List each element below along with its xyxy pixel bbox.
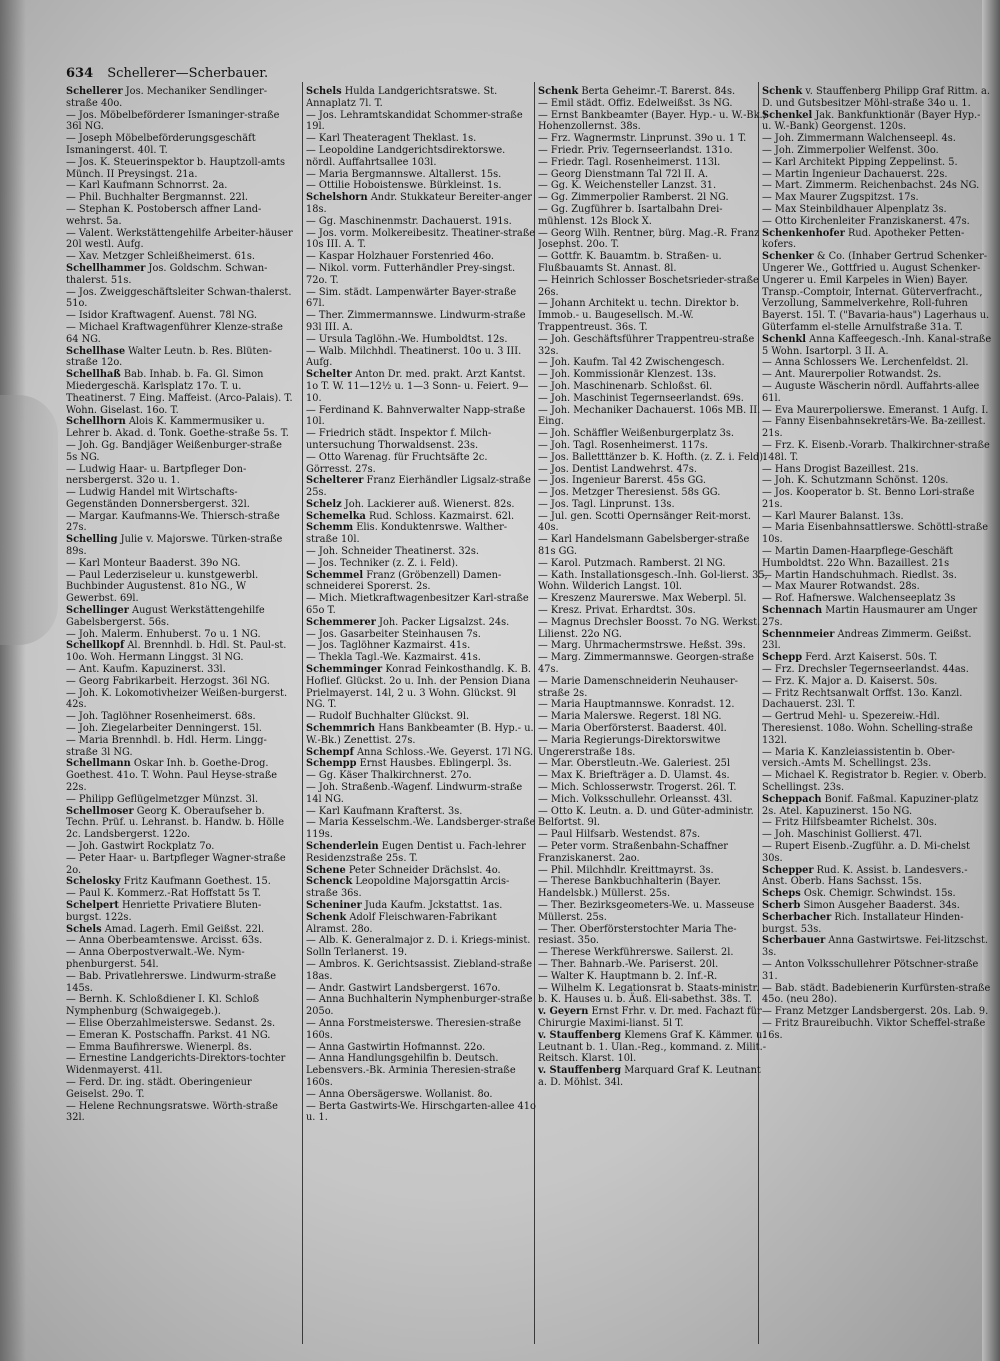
directory-entry: — Walb. Milchhdl. Theatinerst. 10o u. 3 III. Aufg.: [306, 345, 522, 369]
directory-entry: — Ant. Maurerpolier Rotwandst. 2s.: [762, 369, 942, 381]
directory-entry: — Karol. Putzmach. Ramberst. 2l NG.: [538, 557, 726, 569]
page-header: [66, 66, 268, 81]
directory-entry: — Johann Architekt u. techn. Direktor b. Immob.- u. Baugesellsch. M.-W. Trappentreust. 36s. T.: [538, 298, 740, 333]
directory-entry: Schellhaß Bab. Inhab. b. Fa. Gl. Simon Miedergeschä. Karlsplatz 17o. T. u. Theatinerst. 7 Eing. Maffeist. (Arco-Palais). T. Wohn. Giselast. 16o. T.: [66, 369, 293, 416]
directory-column-4: [762, 86, 992, 1348]
directory-entry: Scheps Osk. Chemigr. Schwindst. 15s.: [762, 888, 956, 900]
directory-entry: — Jos. Metzger Theresienst. 58s GG.: [538, 487, 721, 499]
running-title: Schellerer—Scherbauer.: [107, 66, 269, 81]
directory-entry: — Joh. Mechaniker Dachauerst. 106s MB. II. Eing.: [538, 404, 761, 428]
directory-entry: — Joh. Ziegelarbeiter Denningerst. 15l.: [66, 723, 262, 735]
directory-entry: — Ernestine Landgerichts-Direktors-tochter Widenmayerst. 41l.: [66, 1053, 286, 1077]
directory-entry: — Frz. Drechsler Tegernseerlandst. 44as.: [762, 664, 969, 676]
directory-entry: Schels Hulda Landgerichtsratswe. St. Annaplatz 7l. T.: [306, 86, 498, 109]
directory-entry: — Walter K. Hauptmann b. 2. Inf.-R.: [538, 970, 718, 982]
directory-entry: Schenck Leopoldine Majorsgattin Arcis-straße 36s.: [306, 876, 510, 900]
directory-entry: — Bab. Privatlehrerswe. Lindwurm-straße 145s.: [66, 970, 277, 994]
directory-entry: — Heinrich Schlosser Boschetsrieder-straße 26s.: [538, 274, 759, 298]
directory-entry: — Ther. Bezirksgeometers-We. u. Masseuse Müllerst. 25s.: [538, 899, 755, 923]
directory-entry: Schellmann Oskar Inh. b. Goethe-Drog. Goethest. 41o. T. Wohn. Paul Heyse-straße 22s.: [66, 758, 278, 794]
directory-entry: — Otto Warenag. für Fruchtsäfte 2c. Görresst. 27s.: [306, 451, 488, 475]
directory-entry: — Marg. Uhrmachermstrswe. Heßst. 39s.: [538, 640, 746, 652]
directory-entry: — Therese Werkführerswe. Sailerst. 2l.: [538, 947, 734, 959]
directory-entry: v. Geyern Ernst Frhr. v. Dr. med. Fachazt für Chirurgie Maximi-lianst. 5l T.: [538, 1006, 762, 1029]
directory-entry: — Jos. Balletttänzer b. K. Hofth. (z. Z. i. Feld).: [538, 451, 767, 463]
directory-entry: — Fritz Rechtsanwalt Orffst. 13o. Kanzl. Dachauerst. 23l. T.: [762, 687, 963, 711]
directory-entry: v. Stauffenberg Marquard Graf K. Leutnant a. D. Möhlst. 34l.: [538, 1065, 761, 1088]
directory-entry: — Ther. Bahnarb.-We. Pariserst. 20l.: [538, 958, 719, 970]
directory-entry: — Rudolf Buchhalter Glückst. 9l.: [306, 711, 470, 723]
directory-entry: — Michael Kraftwagenführer Klenze-straße 64 NG.: [66, 321, 283, 345]
directory-entry: Schemmerer Joh. Packer Ligsalzst. 24s.: [306, 616, 510, 628]
directory-entry: — Joseph Möbelbeförderungsgeschäft Ismaningerst. 40l. T.: [66, 133, 256, 156]
directory-entry: — Margar. Kaufmanns-We. Thiersch-straße 27s.: [66, 510, 280, 534]
directory-entry: — Thekla Tagl.-We. Kazmairst. 41s.: [306, 652, 481, 664]
directory-entry: — Andr. Gastwirt Landsbergerst. 167o.: [306, 982, 501, 994]
directory-entry: Scherbacher Rich. Installateur Hinden-burgst. 53s.: [762, 911, 964, 935]
directory-entry: — Joh. Schäffler Weißenburgerplatz 3s.: [538, 428, 735, 440]
directory-entry: — Xav. Metzger Schleißheimerst. 61s.: [66, 251, 256, 263]
directory-entry: — Ferd. Dr. ing. städt. Oberingenieur Geiselst. 29o. T.: [66, 1076, 252, 1100]
directory-entry: — Anna Oberpostverwalt.-We. Nym-phenburgerst. 54l.: [66, 947, 245, 970]
directory-entry: — Ursula Taglöhn.-We. Humboldtst. 12s.: [306, 333, 508, 345]
directory-entry: Scheppach Bonif. Faßmal. Kapuziner-platz 2s. Atel. Kapuzinerst. 15o NG.: [762, 793, 979, 817]
directory-entry: — Anna Forstmeisterswe. Theresien-straße 160s.: [306, 1017, 522, 1041]
directory-entry: — Jul. gen. Scotti Opernsänger Reit-morst. 40s.: [538, 510, 751, 534]
directory-entry: — Bernh. K. Schloßdiener I. Kl. Schloß Nymphenburg (Schwaigegeb.).: [66, 994, 260, 1018]
directory-entry: — Frz. Wagnermstr. Linprunst. 39o u. 1 T.: [538, 133, 747, 145]
directory-entry: — Anna Schlossers We. Lerchenfeldst. 2l.: [762, 357, 969, 369]
directory-entry: — Rupert Eisenb.-Zugführ. a. D. Mi-chelst 30s.: [762, 841, 970, 864]
directory-entry: Schellmoser Georg K. Oberaufseher b. Techn. Prüf. u. Lehranst. b. Handw. b. Hölle 2c. Landsbergerst. 122o.: [66, 805, 285, 841]
directory-entry: — Jos. Gasarbeiter Steinhausen 7s.: [306, 628, 481, 640]
directory-entry: — Emeran K. Postschaffn. Parkst. 41 NG.: [66, 1029, 271, 1041]
directory-entry: — Helene Rechnungsratswe. Wörth-straße 32l.: [66, 1100, 278, 1124]
directory-entry: — Anton Volksschullehrer Pötschner-straße 31.: [762, 958, 979, 982]
directory-entry: — Eva Maurerpolierswe. Emeranst. 1 Aufg. I.: [762, 404, 989, 416]
directory-entry: — Karl Monteur Baaderst. 39o NG.: [66, 557, 241, 569]
directory-entry: — Joh. Gg. Bandjäger Weißenburger-straße 5s NG.: [66, 439, 282, 463]
directory-entry: — Otto K. Leutn. a. D. und Güter-administr. Belfortst. 9l.: [538, 805, 754, 829]
directory-entry: — Jos. Zweiggeschäftsleiter Schwan-thalerst. 51o.: [66, 286, 292, 310]
directory-entry: — Hans Drogist Bazeillest. 21s.: [762, 463, 919, 475]
directory-entry: Schelshorn Andr. Stukkateur Bereiter-anger 18s.: [306, 192, 532, 215]
directory-entry: — Nikol. vorm. Futterhändler Prey-singst. 72o. T.: [306, 262, 516, 286]
directory-entry: — Rof. Hafnerswe. Walchenseeplatz 3s: [762, 593, 956, 605]
directory-entry: — Ferdinand K. Bahnverwalter Napp-straße 10l.: [306, 404, 526, 428]
page-edge-tab: [0, 395, 58, 645]
directory-entry: — Jos. Dentist Landwehrst. 47s.: [538, 463, 698, 475]
directory-entry: — Jos. Lehramtskandidat Schommer-straße 19l.: [306, 109, 523, 133]
directory-entry: — Karl Handelsmann Gabelsberger-straße 81s GG.: [538, 534, 750, 558]
directory-entry: Schenk v. Stauffenberg Philipp Graf Rittm. a. D. und Gutsbesitzer Möhl-straße 34o u. 1.: [762, 86, 990, 109]
directory-entry: Schelterer Franz Eierhändler Ligsalz-straße 25s.: [306, 475, 531, 499]
directory-entry: — Ther. Zimmermannswe. Lindwurm-straße 93l III. A.: [306, 310, 526, 333]
directory-entry: Schempp Ernst Hausbes. Eblingerpl. 3s.: [306, 758, 512, 770]
directory-entry: — Wilhelm K. Legationsrat b. Staats-ministr. b. K. Hauses u. b. Äuß. Eli-sabethst. 38s. T.: [538, 982, 760, 1006]
directory-entry: Schels Amad. Lagerh. Emil Geißst. 22l.: [66, 923, 265, 935]
directory-entry: — Joh. Malerm. Enhuberst. 7o u. 1 NG.: [66, 628, 261, 640]
directory-entry: — Martin Damen-Haarpflege-Geschäft Humboldtst. 22o Whn. Bazaillest. 21s: [762, 546, 954, 569]
directory-entry: — Ludwig Handel mit Wirtschafts-Gegenständen Donnersbergerst. 32l.: [66, 487, 250, 510]
directory-entry: — Joh. Geschäftsführer Trappentreu-straße 32s.: [538, 333, 755, 357]
directory-entry: — Isidor Kraftwagenf. Auenst. 78l NG.: [66, 310, 257, 322]
directory-entry: — Bab. städt. Badebienerin Kurfürsten-straße 45o. (neu 28o).: [762, 982, 991, 1006]
directory-entry: Schelling Julie v. Majorswe. Türken-straße 89s.: [66, 534, 283, 558]
directory-entry: — Karl Architekt Pipping Zeppelinst. 5.: [762, 156, 958, 168]
directory-entry: — Georg Dienstmann Tal 72l II. A.: [538, 168, 709, 180]
directory-entry: Schenk Adolf Fleischwaren-Fabrikant Alramst. 28o.: [306, 911, 497, 935]
directory-entry: — Maria Malerswe. Regerst. 18l NG.: [538, 711, 722, 723]
directory-entry: — Maria Kesselschm.-We. Landsberger-straße 119s.: [306, 817, 536, 841]
directory-entry: — Gg. Maschinenmstr. Dachauerst. 191s.: [306, 215, 512, 227]
directory-entry: — Gg. Zugführer b. Isartalbahn Drei-mühlenst. 12s Block X.: [538, 203, 723, 227]
directory-entry: Schelpert Henriette Privatiere Bluten-burgst. 122s.: [66, 899, 262, 923]
directory-entry: — Joh. Kaufm. Tal 42 Zwischengesch.: [538, 357, 725, 369]
column-rule: [302, 82, 303, 1344]
directory-entry: Schemmel Franz (Gröbenzell) Damen-schneiderei Sporerst. 2s.: [306, 569, 502, 593]
directory-entry: — Anna Buchhalterin Nymphenburger-straße 205o.: [306, 994, 533, 1018]
directory-entry: — Ambros. K. Gerichtsassist. Ziebland-straße 18as.: [306, 958, 533, 982]
directory-entry: — Friedr. Priv. Tegernseerlandst. 131o.: [538, 144, 733, 156]
directory-entry: — Emil städt. Offiz. Edelweißst. 3s NG.: [538, 97, 733, 109]
directory-entry: Schemminger Konrad Feinkosthandlg. K. B. Hoflief. Glückst. 2o u. Inh. der Pension Diana Prielmayerst. 14l, 2 u. 3 Wohn. Glückst. 9l NG. T.: [306, 664, 532, 711]
directory-entry: — Maria Regierungs-Direktorswitwe Ungererstraße 18s.: [538, 734, 721, 758]
directory-column-2: [306, 86, 536, 1348]
directory-entry: Scherbauer Anna Gastwirtswe. Fei-litzschst. 3s.: [762, 935, 989, 959]
directory-entry: — Maria Hauptmannswe. Konradst. 12.: [538, 699, 735, 711]
directory-entry: Schellkopf Al. Brennhdl. b. Hdl. St. Paul-st. 10o. Woh. Hermann Linggst. 3l NG.: [66, 640, 287, 664]
directory-entry: — Friedrich städt. Inspektor f. Milch-untersuchung Thorwaldsenst. 23s.: [306, 428, 492, 451]
directory-entry: Schellerer Jos. Mechaniker Sendlinger-straße 40o.: [66, 86, 268, 109]
directory-entry: — Maria Bergmannswe. Altallerst. 15s.: [306, 168, 502, 180]
directory-entry: — Anna Oberbeamtenswe. Arcisst. 63s.: [66, 935, 263, 947]
directory-entry: Schelter Anton Dr. med. prakt. Arzt Kantst. 1o T. W. 11—12½ u. 1—3 Sonn- u. Feiert. 9—10.: [306, 369, 529, 404]
directory-entry: Schemm Elis. Konduktenrswe. Walther-straße 10l.: [306, 522, 508, 546]
directory-entry: — Valent. Werkstättengehilfe Arbeiter-häuser 20l westl. Aufg.: [66, 227, 293, 251]
directory-column-3: [538, 86, 768, 1348]
directory-entry: — Ther. Oberförsterstochter Maria The-resiast. 35o.: [538, 923, 737, 947]
directory-entry: — Jos. vorm. Molkereibesitz. Theatiner-straße 10s III. A. T.: [306, 227, 536, 251]
directory-entry: — Peter Haar- u. Bartpfleger Wagner-straße 2o.: [66, 852, 286, 876]
directory-entry: Schellhorn Alois K. Kammermusiker u. Lehrer b. Akad. d. Tonk. Goethe-straße 5s. T.: [66, 416, 289, 440]
directory-entry: — Fritz Braureibuchh. Viktor Scheffel-straße 16s.: [762, 1017, 986, 1041]
directory-entry: — Alb. K. Generalmajor z. D. i. Kriegs-minist. Solln Terlanerst. 19.: [306, 935, 531, 959]
directory-entry: — Frz. K. Major a. D. Kaiserst. 50s.: [762, 675, 938, 687]
directory-entry: — Martin Ingenieur Dachauerst. 22s.: [762, 168, 948, 180]
directory-entry: — Elise Oberzahlmeisterswe. Sedanst. 2s.: [66, 1017, 276, 1029]
directory-entry: — Paul Lederziseleur u. kunstgewerbl. Buchbinder Augustenst. 81o NG., W Gewerbst. 69l.: [66, 569, 259, 605]
directory-entry: Schenkl Anna Kaffeegesch.-Inh. Kanal-straße 5 Wohn. Isartorpl. 3 II. A.: [762, 333, 992, 357]
directory-entry: — Sim. städt. Lampenwärter Bayer-straße 67l.: [306, 286, 517, 310]
directory-entry: — Karl Theateragent Theklast. 1s.: [306, 133, 477, 145]
directory-entry: Schepper Rud. K. Assist. b. Landesvers.-Anst. Oberb. Hans Sachsst. 15s.: [762, 864, 968, 888]
directory-entry: — Franz Metzger Landsbergerst. 20s. Lab. 9.: [762, 1006, 989, 1018]
directory-entry: — Paul Hilfsarb. Westendst. 87s.: [538, 829, 701, 841]
directory-entry: Scherb Simon Ausgeher Baaderst. 34s.: [762, 899, 960, 911]
directory-entry: — Kaspar Holzhauer Forstenried 46o.: [306, 251, 495, 263]
directory-entry: — Kresz. Privat. Erhardtst. 30s.: [538, 605, 696, 617]
directory-entry: — Mar. Oberstleutn.-We. Galeriest. 25l: [538, 758, 731, 770]
directory-entry: — Jos. Möbelbeförderer Ismaninger-straße 36l NG.: [66, 109, 280, 133]
directory-entry: — Ant. Kaufm. Kapuzinerst. 33l.: [66, 664, 226, 676]
directory-entry: — Joh. Maschinenarb. Schloßst. 6l.: [538, 380, 713, 392]
directory-entry: — Max Maurer Rotwandst. 28s.: [762, 581, 920, 593]
directory-entry: — Jos. Techniker (z. Z. i. Feld).: [306, 557, 459, 569]
directory-entry: — Maria K. Kanzleiassistentin b. Ober-versich.-Amts M. Schellingst. 23s.: [762, 746, 955, 770]
directory-entry: Schemelka Rud. Schloss. Kazmairst. 62l.: [306, 510, 515, 522]
directory-entry: — Paul K. Kommerz.-Rat Hoffstatt 5s T.: [66, 888, 261, 900]
directory-entry: — Phil. Milchhdlr. Kreittmayrst. 3s.: [538, 864, 714, 876]
directory-entry: — Otto Kirchenleiter Franziskanerst. 47s.: [762, 215, 970, 227]
directory-entry: Schelosky Fritz Kaufmann Goethest. 15.: [66, 876, 271, 888]
directory-entry: — Phil. Buchhalter Bergmannst. 22l.: [66, 192, 249, 204]
directory-entry: — Anna Gastwirtin Hofmannst. 22o.: [306, 1041, 486, 1053]
directory-entry: — Berta Gastwirts-We. Hirschgarten-allee 41o u. 1.: [306, 1100, 536, 1124]
directory-entry: — Joh. K. Lokomotivheizer Weißen-burgerst. 42s.: [66, 687, 288, 711]
directory-entry: — Anna Handlungsgehilfin b. Deutsch. Lebensvers.-Bk. Arminia Theresien-straße 160s.: [306, 1053, 516, 1088]
directory-entry: — Therese Bankbuchhalterin (Bayer. Handelsbk.) Müllerst. 25s.: [538, 876, 721, 900]
directory-entry: — Georg Fabrikarbeit. Herzogst. 36l NG.: [66, 675, 270, 687]
directory-entry: — Michael K. Registrator b. Regier. v. Oberb. Schellingst. 23s.: [762, 770, 987, 794]
directory-entry: — Mich. Schlosserwstr. Trogerst. 26l. T.: [538, 782, 737, 794]
directory-entry: — Gg. K. Weichensteller Lanzst. 31.: [538, 180, 717, 192]
directory-entry: — Frz. K. Eisenb.-Vorarb. Thalkirchner-straße 148l. T.: [762, 439, 990, 463]
directory-entry: — Stephan K. Postobersch affner Land-wehrst. 5a.: [66, 203, 262, 227]
directory-entry: — Gg. Zimmerpolier Ramberst. 2l NG.: [538, 192, 729, 204]
directory-entry: — Karl Kaufmann Schnorrst. 2a.: [66, 180, 228, 192]
directory-entry: — Emma Baufihrerswe. Wienerpl. 8s.: [66, 1041, 253, 1053]
directory-entry: — Ottilie Hoboistenswe. Bürkleinst. 1s.: [306, 180, 502, 192]
directory-entry: — Marg. Zimmermannswe. Georgen-straße 47s.: [538, 652, 754, 676]
directory-entry: — Gg. Käser Thalkirchnerst. 27o.: [306, 770, 472, 782]
directory-entry: Schenkel Jak. Bankfunktionär (Bayer Hyp.- u. W.-Bank) Georgenst. 120s.: [762, 109, 981, 133]
directory-entry: — Karl Kaufmann Krafterst. 3s.: [306, 805, 463, 817]
directory-entry: — Jos. K. Steuerinspektor b. Hauptzoll-amts Münch. II Preysingst. 21a.: [66, 156, 286, 180]
directory-entry: — Peter vorm. Straßenbahn-Schaffner Franziskanerst. 2ao.: [538, 841, 728, 864]
directory-entry: Schenderlein Eugen Dentist u. Fach-lehrer Residenzstraße 25s. T.: [306, 841, 526, 864]
directory-entry: — Gertrud Mehl- u. Spezereiw.-Hdl. Theresienst. 108o. Wohn. Schelling-straße 132l.: [762, 711, 973, 746]
directory-entry: — Joh. Maschinist Tegernseerlandst. 69s.: [538, 392, 744, 404]
directory-entry: — Georg Wilh. Rentner, bürg. Mag.-R. Franz Josephst. 20o. T.: [538, 227, 760, 251]
directory-entry: — Jos. Kooperator b. St. Benno Lori-straße 21s.: [762, 487, 975, 510]
directory-entry: — Max Maurer Zugspitzst. 17s.: [762, 192, 919, 204]
directory-entry: Schenk Berta Geheimr.-T. Barerst. 84s.: [538, 86, 736, 97]
directory-column-1: [66, 86, 296, 1348]
directory-entry: Schenkenhofer Rud. Apotheker Petten-kofers.: [762, 227, 965, 251]
directory-entry: Schennmeier Andreas Zimmerm. Geißst. 23l.: [762, 628, 972, 652]
directory-entry: — Friedr. Tagl. Rosenheimerst. 113l.: [538, 156, 721, 168]
left-edge-shadow: [0, 0, 26, 1361]
directory-entry: — Maria Eisenbahnsattlerswe. Schöttl-straße 10s.: [762, 522, 989, 546]
directory-entry: — Kath. Installationsgesch.-Inh. Gol-lierst. 35, Wohn. Wilderich Langst. 10l.: [538, 569, 768, 593]
directory-entry: — Joh. Taglöhner Rosenheimerst. 68s.: [66, 711, 256, 723]
directory-entry: — Karl Maurer Balanst. 13s.: [762, 510, 904, 522]
directory-entry: Schene Peter Schneider Drächslst. 4o.: [306, 864, 501, 876]
directory-entry: Schenker & Co. (Inhaber Gertrud Schenker-Ungerer We., Gottfried u. August Schenker-Ungerer u. Emil Karpeles in Wien) Bayer. Transp.-Comptoir, Internat. Güterverfracht., Verzollung, Sammelverkehre, Roll-fuhren Bayerst. 15l. T. ("Bavaria-haus") Lagerhaus u. Güterfamm el-stelle Arnulfstraße 31a. T.: [762, 251, 990, 333]
directory-entry: Schepp Ferd. Arzt Kaiserst. 50s. T.: [762, 652, 938, 664]
directory-entry: — Max Steinbildhauer Alpenplatz 3s.: [762, 203, 947, 215]
directory-entry: Schempf Anna Schloss.-We. Geyerst. 17l NG.: [306, 746, 534, 758]
directory-entry: — Joh. Zimmermann Walchenseepl. 4s.: [762, 133, 956, 145]
directory-entry: — Joh. Straßenb.-Wagenf. Lindwurm-straße 14l NG.: [306, 782, 523, 805]
directory-entry: — Martin Handschuhmach. Riedlst. 3s.: [762, 569, 957, 581]
directory-entry: — Joh. Tagl. Rosenheimerst. 117s.: [538, 439, 708, 451]
directory-entry: — Maria Oberförsterst. Baaderst. 40l.: [538, 723, 727, 735]
directory-entry: — Joh. Schneider Theatinerst. 32s.: [306, 546, 480, 558]
directory-entry: — Leopoldine Landgerichtsdirektorswe. nördl. Auffahrtsallee 103l.: [306, 144, 506, 168]
directory-entry: Schellhase Walter Leutn. b. Res. Blüten-straße 12o.: [66, 345, 272, 369]
directory-entry: — Magnus Drechsler Boosst. 7o NG. Werkst. Lilienst. 22o NG.: [538, 616, 761, 640]
directory-entry: — Gottfr. K. Bauamtm. b. Straßen- u. Flußbauamts St. Annast. 8l.: [538, 251, 722, 274]
directory-entry: — Joh. Maschinist Gollierst. 47l.: [762, 829, 923, 841]
directory-entry: — Jos. Ingenieur Barerst. 45s GG.: [538, 475, 707, 487]
directory-entry: — Joh. Gastwirt Rockplatz 7o.: [66, 841, 215, 852]
directory-entry: Schellhammer Jos. Goldschm. Schwan-thalerst. 51s.: [66, 262, 268, 286]
directory-entry: — Kreszenz Maurerswe. Max Weberpl. 5l.: [538, 593, 747, 605]
directory-entry: — Auguste Wäscherin nördl. Auffahrts-allee 61l.: [762, 380, 980, 404]
directory-entry: — Jos. Taglöhner Kazmairst. 41s.: [306, 640, 471, 652]
page-number: 634: [66, 66, 94, 81]
directory-entry: — Philipp Geflügelmetzger Münzst. 3l.: [66, 793, 259, 805]
directory-entry: — Mich. Mietkraftwagenbesitzer Karl-straße 65o T.: [306, 593, 529, 617]
directory-entry: Schellinger August Werkstättengehilfe Gabelsbergerst. 56s.: [66, 605, 265, 628]
directory-entry: — Maria Brennhdl. b. Hdl. Herm. Lingg-straße 3l NG.: [66, 734, 267, 758]
directory-entry: — Jos. Tagl. Linprunst. 13s.: [538, 498, 675, 510]
directory-entry: Schelz Joh. Lackierer auß. Wienerst. 82s.: [306, 498, 515, 510]
directory-entry: — Ernst Bankbeamter (Bayer. Hyp.- u. W.-Bk.) Hohenzollernst. 38s.: [538, 109, 767, 133]
directory-entry: — Fritz Hilfsbeamter Richelst. 30s.: [762, 817, 937, 829]
directory-entry: Schennach Martin Hausmaurer am Unger 27s.: [762, 605, 978, 628]
directory-entry: v. Stauffenberg Klemens Graf K. Kämmer. u. Leutnant b. 1. Ulan.-Reg., kommand. z. Milit.-Reitsch. Klarst. 10l.: [538, 1029, 767, 1065]
directory-entry: — Mich. Volksschullehr. Orleansst. 43l.: [538, 793, 733, 805]
directory-entry: Schemmrich Hans Bankbeamter (B. Hyp.- u. W.-Bk.) Zenettist. 27s.: [306, 723, 534, 746]
directory-entry: — Ludwig Haar- u. Bartpfleger Don-nersbergerst. 32o u. 1.: [66, 463, 247, 487]
directory-entry: — Joh. K. Schutzmann Schönst. 120s.: [762, 475, 949, 487]
directory-entry: — Joh. Zimmerpolier Welfenst. 30o.: [762, 144, 939, 156]
directory-entry: — Marie Damenschneiderin Neuhauser-straße 2s.: [538, 675, 738, 699]
directory-entry: — Fanny Eisenbahnsekretärs-We. Ba-zeillest. 21s.: [762, 416, 986, 440]
directory-entry: — Anna Obersägerswe. Wollanist. 8o.: [306, 1088, 493, 1100]
directory-entry: Scheniner Juda Kaufm. Jckstattst. 1as.: [306, 899, 503, 911]
directory-entry: — Max K. Briefträger a. D. Ulamst. 4s.: [538, 770, 730, 782]
directory-entry: — Joh. Kommissionär Klenzest. 13s.: [538, 369, 717, 381]
directory-entry: — Mart. Zimmerm. Reichenbachst. 24s NG.: [762, 180, 980, 192]
